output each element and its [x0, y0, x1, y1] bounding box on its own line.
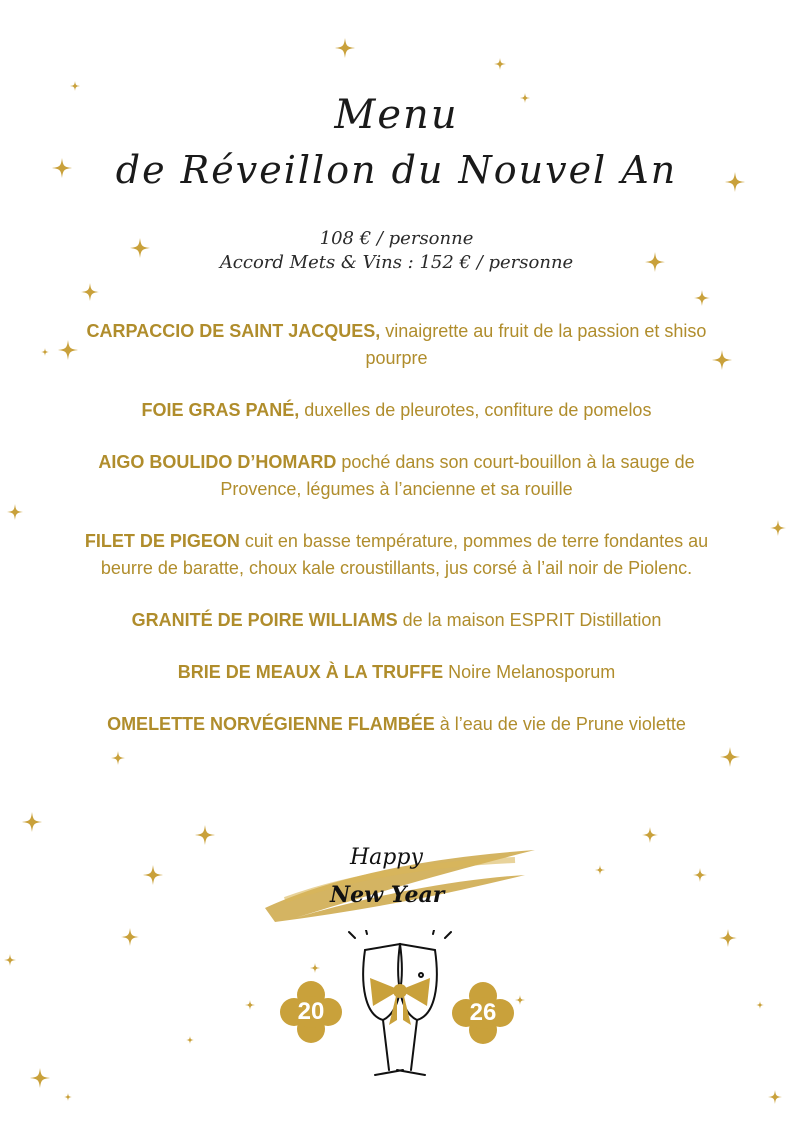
- star-icon: [595, 865, 605, 875]
- star-icon: [7, 504, 23, 520]
- year-badge-left: [280, 981, 342, 1043]
- course-list: [70, 318, 723, 763]
- course-name: GRANITÉ DE POIRE WILLIAMS: [131, 610, 398, 630]
- star-icon: [756, 1001, 764, 1009]
- course-description: vinaigrette au fruit de la passion et shiso pourpre: [365, 321, 707, 368]
- course-item: [70, 528, 723, 582]
- course-description: poché dans son court-bouillon à la sauge de Provence, légumes à l’ancienne et sa rouille: [220, 452, 695, 499]
- course-item: [70, 318, 723, 372]
- year-badge-right: [452, 982, 514, 1044]
- menu-title: Menu: [334, 92, 459, 138]
- new-year-text: New Year: [330, 882, 445, 908]
- star-icon: [64, 1093, 72, 1101]
- course-item: [70, 449, 723, 503]
- course-name: AIGO BOULIDO D’HOMARD: [98, 452, 337, 472]
- course-item: [70, 659, 723, 686]
- happy-text: Happy: [350, 845, 423, 870]
- star-icon: [195, 825, 215, 845]
- course-name: OMELETTE NORVÉGIENNE FLAMBÉE: [107, 714, 435, 734]
- star-icon: [186, 1036, 194, 1044]
- star-icon: [494, 58, 506, 70]
- menu-subtitle: de Réveillon du Nouvel An: [115, 148, 678, 192]
- course-name: FOIE GRAS PANÉ,: [141, 400, 300, 420]
- star-icon: [143, 865, 163, 885]
- star-icon: [515, 995, 525, 1005]
- course-description: cuit en basse température, pommes de terre fondantes au beurre de baratte, choux kale croustillants, jus corsé à l’ail noir de Piolenc.: [100, 531, 709, 578]
- star-icon: [81, 283, 99, 301]
- price-per-person: 108 € / personne: [319, 228, 474, 249]
- star-icon: [41, 348, 49, 356]
- star-icon: [22, 812, 42, 832]
- course-item: [70, 397, 723, 424]
- champagne-glasses-icon: [345, 930, 455, 1090]
- wine-pairing-price: Accord Mets & Vins : 152 € / personne: [219, 252, 574, 273]
- star-icon: [245, 1000, 255, 1010]
- course-item: [70, 607, 723, 634]
- course-description: à l’eau de vie de Prune violette: [434, 714, 686, 734]
- course-description: Noire Melanosporum: [443, 662, 616, 682]
- course-description: duxelles de pleurotes, confiture de pomelos: [299, 400, 652, 420]
- star-icon: [642, 827, 658, 843]
- course-description: de la maison ESPRIT Distillation: [397, 610, 662, 630]
- star-icon: [694, 290, 710, 306]
- star-icon: [4, 954, 16, 966]
- course-name: BRIE DE MEAUX À LA TRUFFE: [177, 662, 444, 682]
- star-icon: [30, 1068, 50, 1088]
- star-icon: [310, 963, 320, 973]
- star-icon: [335, 38, 355, 58]
- year-right-text: 26: [469, 999, 497, 1026]
- star-icon: [719, 929, 737, 947]
- course-name: CARPACCIO DE SAINT JACQUES,: [86, 321, 381, 341]
- star-icon: [693, 868, 707, 882]
- course-item: [70, 711, 723, 738]
- star-icon: [768, 1090, 782, 1104]
- year-left-text: 20: [297, 998, 325, 1025]
- star-icon: [720, 747, 740, 767]
- course-name: FILET DE PIGEON: [84, 531, 240, 551]
- star-icon: [121, 928, 139, 946]
- happy-new-year-logo: [255, 830, 545, 930]
- star-icon: [70, 81, 80, 91]
- star-icon: [770, 520, 786, 536]
